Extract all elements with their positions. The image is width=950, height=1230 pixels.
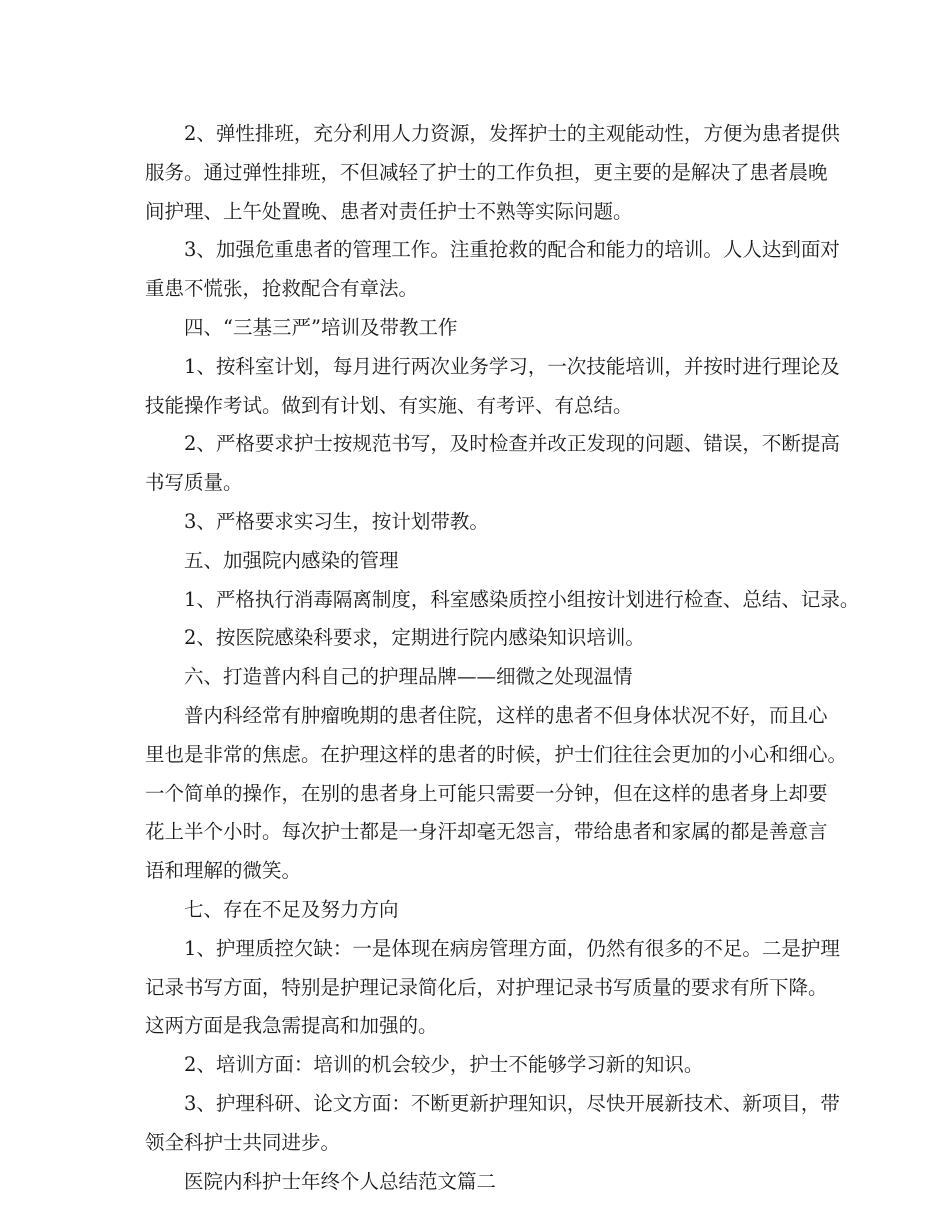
text-line: 领全科护士共同进步。 — [145, 1130, 341, 1154]
text-line: 1、护理质控欠缺：一是体现在病房管理方面，仍然有很多的不足。二是护理 — [184, 936, 840, 960]
text-line: 1、严格执行消毒隔离制度，科室感染质控小组按计划进行检查、总结、记录。 — [184, 587, 860, 611]
text-line: 2、严格要求护士按规范书写，及时检查并改正发现的问题、错误，不断提高 — [184, 432, 840, 456]
text-line: 里也是非常的焦虑。在护理这样的患者的时候，护士们往往会更加的小心和细心。 — [145, 742, 848, 766]
text-line: 医院内科护士年终个人总结范文篇二 — [184, 1169, 497, 1193]
text-line: 五、加强院内感染的管理 — [184, 548, 399, 572]
text-line: 3、护理科研、论文方面：不断更新护理知识，尽快开展新技术、新项目，带 — [184, 1091, 840, 1115]
text-line: 3、加强危重患者的管理工作。注重抢救的配合和能力的培训。人人达到面对 — [184, 238, 840, 262]
text-line: 服务。通过弹性排班，不但减轻了护士的工作负担，更主要的是解决了患者晨晚 — [145, 160, 828, 184]
text-line: 六、打造普内科自己的护理品牌——细微之处现温情 — [184, 665, 633, 689]
text-line: 七、存在不足及努力方向 — [184, 897, 399, 921]
document-body — [145, 115, 860, 1201]
text-line: 花上半个小时。每次护士都是一身汗却毫无怨言，带给患者和家属的都是善意言 — [145, 820, 828, 844]
text-line: 记录书写方面，特别是护理记录简化后，对护理记录书写质量的要求有所下降。 — [145, 975, 828, 999]
text-line: 2、培训方面：培训的机会较少，护士不能够学习新的知识。 — [184, 1053, 704, 1077]
text-line: 这两方面是我急需提高和加强的。 — [145, 1014, 438, 1038]
text-line: 3、严格要求实习生，按计划带教。 — [184, 509, 489, 533]
text-line: 2、弹性排班，充分利用人力资源，发挥护士的主观能动性，方便为患者提供 — [184, 122, 840, 145]
text-line: 2、按医院感染科要求，定期进行院内感染知识培训。 — [184, 626, 645, 650]
text-line: 1、按科室计划，每月进行两次业务学习，一次技能培训，并按时进行理论及 — [184, 354, 840, 378]
text-line: 语和理解的微笑。 — [145, 859, 302, 883]
text-line: 技能操作考试。做到有计划、有实施、有考评、有总结。 — [145, 393, 633, 417]
text-line: 四、“三基三严”培训及带教工作 — [184, 315, 458, 339]
text-line: 普内科经常有肿瘤晚期的患者住院，这样的患者不但身体状况不好，而且心 — [184, 703, 828, 727]
text-line: 一个简单的操作，在别的患者身上可能只需要一分钟，但在这样的患者身上却要 — [145, 781, 828, 805]
text-line: 书写质量。 — [145, 471, 243, 495]
text-line: 间护理、上午处置晚、患者对责任护士不熟等实际问题。 — [145, 199, 633, 223]
text-line: 重患不慌张，抢救配合有章法。 — [145, 277, 419, 301]
